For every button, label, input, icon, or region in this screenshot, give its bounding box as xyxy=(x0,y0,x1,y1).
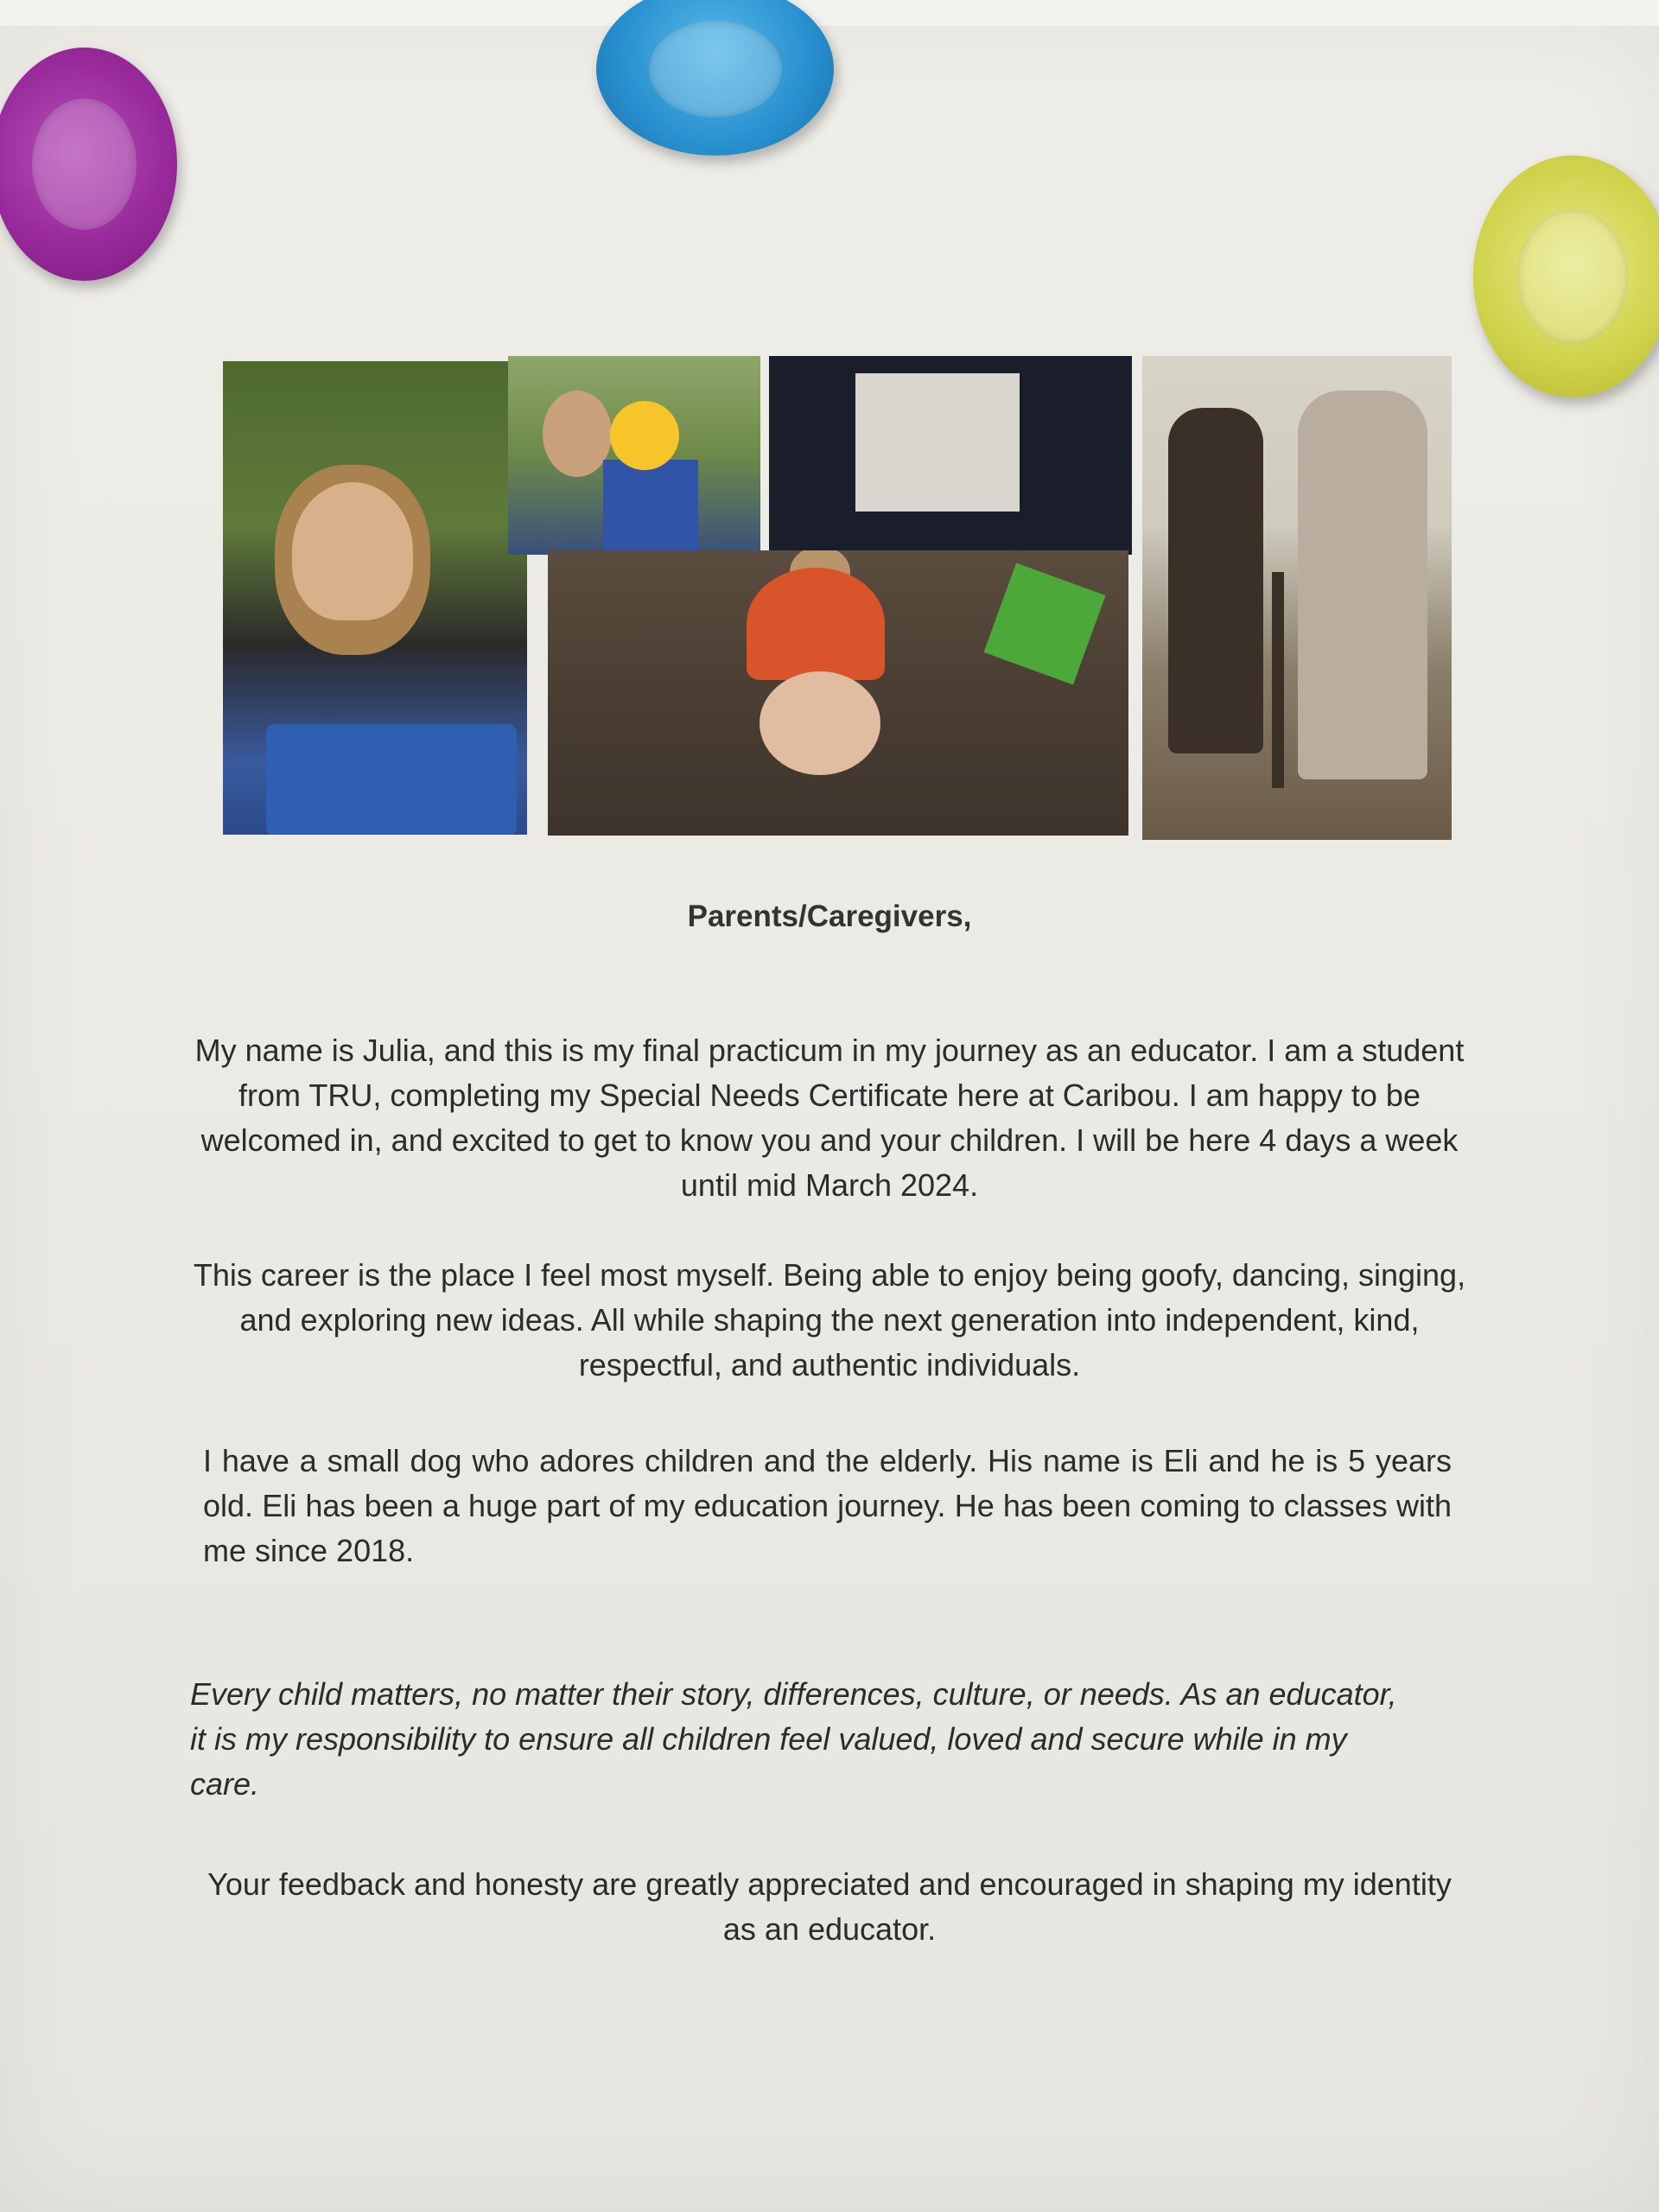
photo-woman-in-stocks xyxy=(548,550,1128,836)
paragraph-dog: I have a small dog who adores children and the elderly. His name is Eli and he is 5 years old. Eli has been a huge part of my education journey. He has been coming to classes with me since 2018. xyxy=(203,1443,1452,1568)
purple-magnet xyxy=(0,48,177,281)
paragraph-feedback: Your feedback and honesty are greatly appreciated and encouraged in shaping my identity as an educator. xyxy=(207,1866,1452,1947)
paragraph-philosophy: Every child matters, no matter their story, differences, culture, or needs. As an educator, it is my responsibility to ensure all children feel valued, loved and secure while in my care. xyxy=(190,1676,1397,1802)
paragraph-career: This career is the place I feel most myself. Being able to enjoy being goofy, dancing, singing, and exploring new ideas. All while shaping the next generation into independent, kind, respectful, and authentic individuals. xyxy=(193,1257,1466,1382)
photo-couple-at-fence xyxy=(1142,356,1452,840)
winking-emoji-icon xyxy=(610,401,679,470)
salutation: Parents/Caregivers, xyxy=(687,899,972,933)
photo-night-scene xyxy=(769,356,1132,555)
photo-collage xyxy=(223,356,1452,840)
photo-selfie-with-child xyxy=(508,356,760,555)
photo-woman-with-tub xyxy=(223,361,527,835)
yellow-magnet xyxy=(1473,156,1659,397)
paragraph-intro: My name is Julia, and this is my final practicum in my journey as an educator. I am a student from TRU, completing my Special Needs Certificate here at Caribou. I am happy to be welcomed in, and excited to get to know you and your children. I will be here 4 days a week until mid March 2024. xyxy=(194,1033,1465,1203)
